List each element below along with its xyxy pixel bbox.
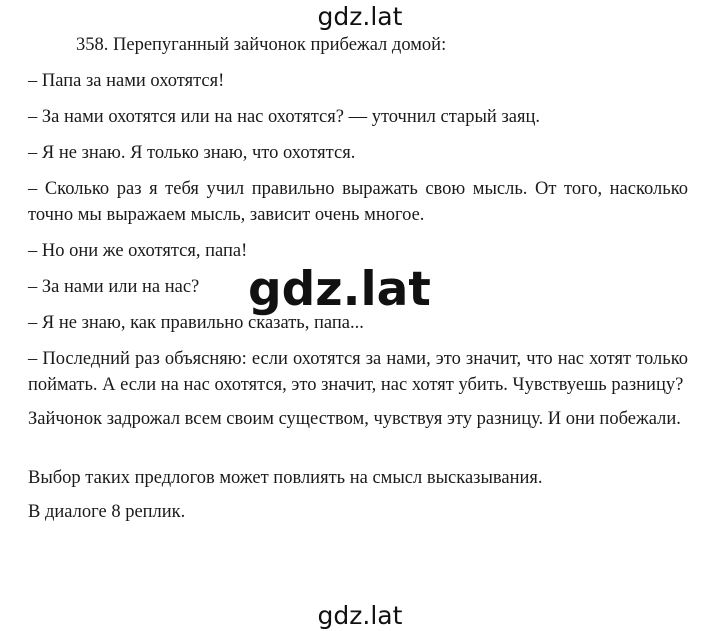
exercise-heading: 358. Перепуганный зайчонок прибежал домой:: [76, 35, 447, 55]
dialogue-line-6: – За нами или на нас?: [28, 277, 200, 297]
narration-paragraph: Зайчонок задрожал всем своим существом, чувствуя эту разницу. И они побежали.: [28, 409, 681, 429]
answer-line-2: В диалоге 8 реплик.: [28, 502, 186, 522]
dialogue-line-8: – Последний раз объясняю: если охотятся за нами, это значит, что нас хотят только поймать. А если на нас охотятся, это значит, нас хотят убить. Чувствуешь разницу?: [28, 349, 688, 395]
watermark-center: gdz.lat: [248, 262, 431, 317]
dialogue-line-2: – За нами охотятся или на нас охотятся? — уточнил старый заяц.: [28, 107, 541, 127]
watermark-top: gdz.lat: [317, 2, 403, 31]
dialogue-line-4: – Сколько раз я тебя учил правильно выражать свою мысль. От того, насколько точно мы выражаем мысль, зависит очень многое.: [28, 179, 688, 225]
answer-line-1: Выбор таких предлогов может повлиять на смысл высказывания.: [28, 468, 543, 488]
dialogue-line-5: – Но они же охотятся, папа!: [28, 241, 248, 261]
dialogue-line-7: – Я не знаю, как правильно сказать, папа...: [28, 313, 364, 333]
dialogue-line-1: – Папа за нами охотятся!: [28, 71, 225, 91]
dialogue-line-3: – Я не знаю. Я только знаю, что охотятся.: [28, 143, 356, 163]
watermark-bottom: gdz.lat: [317, 601, 403, 630]
